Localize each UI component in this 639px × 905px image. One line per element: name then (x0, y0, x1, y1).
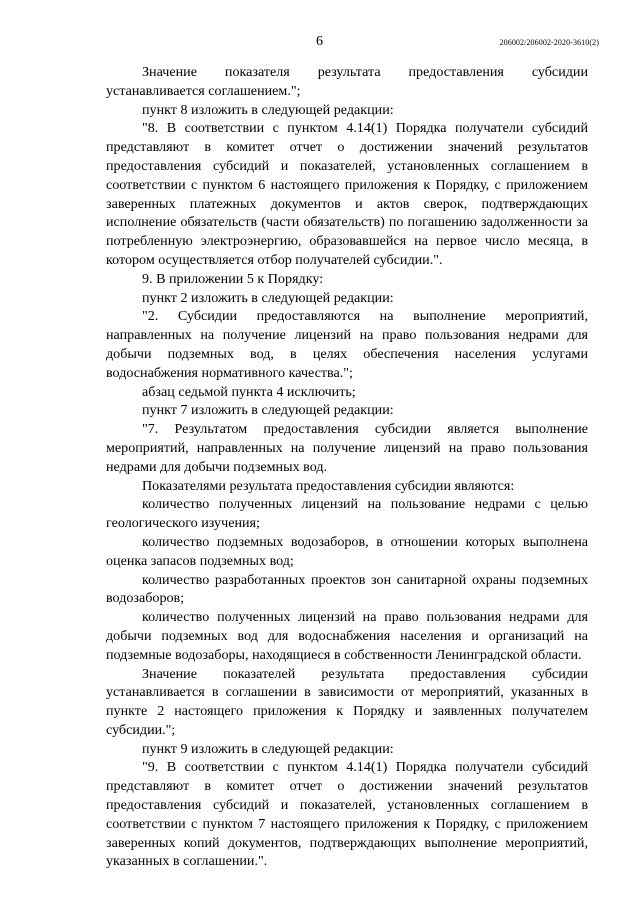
paragraph-item2-text: "2. Субсидии предоставляются на выполнение мероприятий, направленных на получение лицензий на право пользования недрами для добычи подземных вод, в целях обеспечения населения услугами водоснабжения нормативного качества."; (106, 308, 588, 381)
paragraph-indicator-water-intakes: количество подземных водозаборов, в отношении которых выполнена оценка запасов подземных вод; (106, 533, 588, 569)
paragraph-indicators-heading: Показателями результата предоставления субсидии являются: (142, 477, 515, 494)
paragraph-item9-text: "9. В соответствии с пунктом 4.14(1) Порядка получатели субсидий представляют в комитет отчет о достижении значений результатов предоставления субсидий и показателей, установленных соглашением в соответствии с пунктом 7 настоящего приложения к Порядку, с приложением заверенных копий документов, подтверждающих выполнение мероприятий, указанных в соглашении.". (106, 759, 588, 870)
paragraph-item4-exclusion: абзац седьмой пункта 4 исключить; (142, 383, 356, 400)
document-body (106, 63, 588, 871)
paragraph-item9-instruction: пункт 9 изложить в следующей редакции: (142, 740, 394, 757)
paragraph-indicator-extraction-licenses: количество полученных лицензий на право пользования недрами для добычи подземных вод для водоснабжения населения и организаций на подземные водозаборы, находящиеся в собственности Ленинградской области. (106, 609, 588, 663)
paragraph-indicator-value-note: Значение показателя результата предоставления субсидии устанавливается соглашением."; (106, 64, 588, 99)
paragraph-item8-instruction: пункт 8 изложить в следующей редакции: (142, 101, 394, 118)
page-number: 6 (316, 34, 323, 49)
paragraph-item8-text: "8. В соответствии с пунктом 4.14(1) Порядка получатели субсидий представляют в комитет отчет о достижении значений результатов предоставления субсидий и показателей, установленных соглашением в соответствии с пунктом 6 настоящего приложения к Порядку, с приложением заверенных платежных документов и актов сверок, подтверждающих исполнение обязательств (части обязательств) по погашению задолженности за потребленную электроэнергию, образовавшейся на первое число месяца, в котором осуществляется отбор получателей субсидии.". (106, 120, 588, 268)
paragraph-item7-instruction: пункт 7 изложить в следующей редакции: (142, 402, 394, 419)
paragraph-indicators-value-note: Значение показателей результата предоставления субсидии устанавливается в соглашении в зависимости от мероприятий, указанных в пункте 2 настоящего приложения к Порядку и заявленных получателем субсидии."; (106, 665, 588, 738)
paragraph-indicator-exploration-licenses: количество полученных лицензий на пользование недрами с целью геологического изучения; (106, 496, 588, 532)
paragraph-indicator-protection-zones: количество разработанных проектов зон санитарной охраны подземных водозаборов; (106, 571, 588, 607)
paragraph-item7-text: "7. Результатом предоставления субсидии является выполнение мероприятий, направленных на получение лицензий на право пользования недрами для добычи подземных вод. (106, 421, 588, 475)
paragraph-appendix5-heading: 9. В приложении 5 к Порядку: (142, 270, 324, 287)
paragraph-item2-instruction: пункт 2 изложить в следующей редакции: (142, 289, 394, 306)
document-code: 206002/206002-2020-3610(2) (499, 38, 599, 47)
